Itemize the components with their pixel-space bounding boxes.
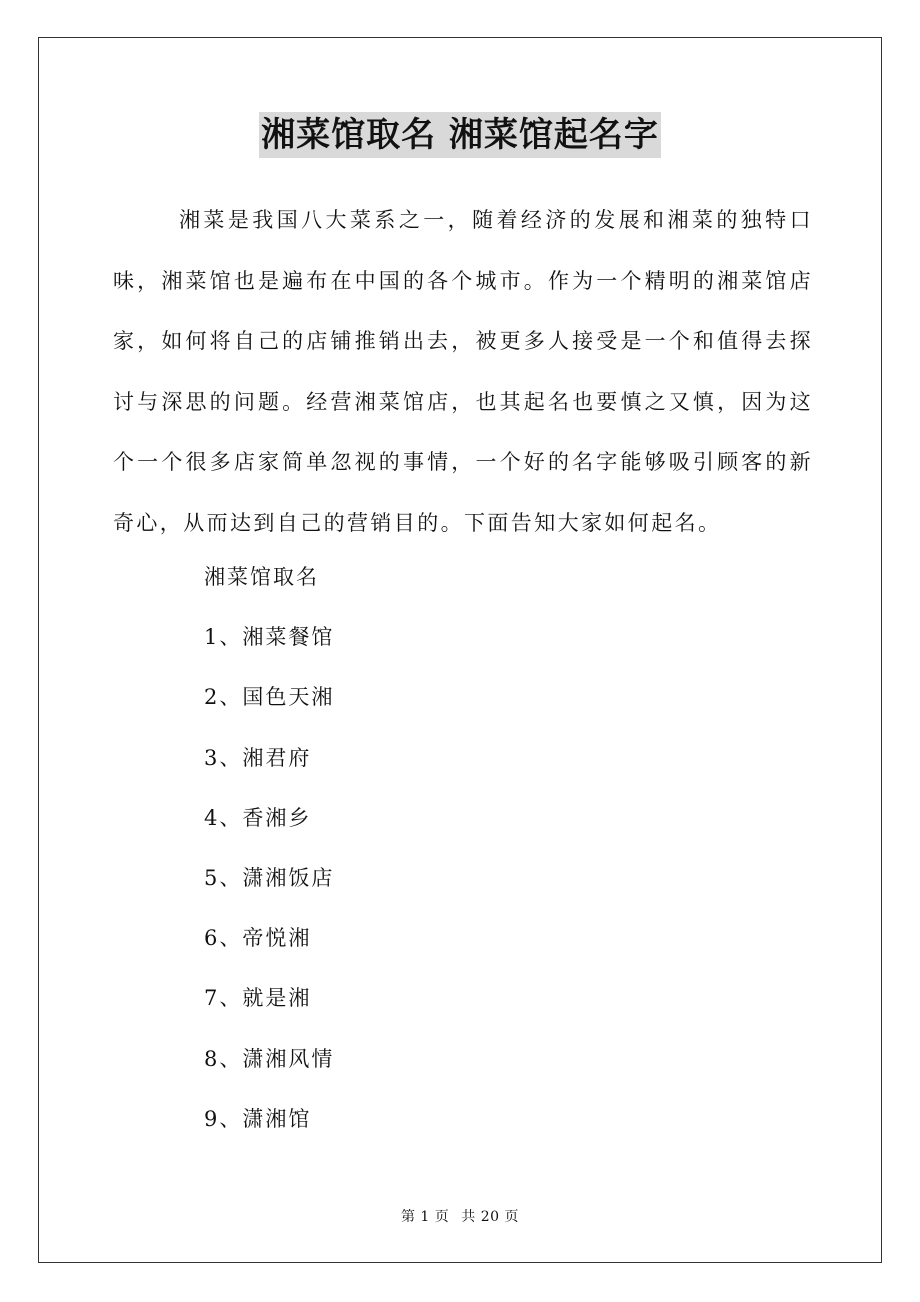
list-item: 6、帝悦湘 bbox=[204, 926, 312, 951]
section-heading: 湘菜馆取名 bbox=[204, 565, 319, 589]
name-list bbox=[204, 558, 334, 1160]
list-item: 1、湘菜餐馆 bbox=[204, 625, 335, 650]
list-item: 5、潇湘饭店 bbox=[204, 865, 335, 890]
page-footer bbox=[0, 1206, 920, 1226]
page-total: 共 20 页 bbox=[461, 1209, 520, 1225]
intro-paragraph: 湘菜是我国八大菜系之一，随着经济的发展和湘菜的独特口味，湘菜馆也是遍布在中国的各个城市。作为一个精明的湘菜馆店家，如何将自己的店铺推销出去，被更多人接受是一个和值得去探讨与深思的问题。经营湘菜馆店，也其起名也要慎之又慎，因为这个一个很多店家简单忽视的事情，一个好的名字能够吸引顾客的新奇心，从而达到自己的营销目的。下面告知大家如何起名。 bbox=[113, 208, 813, 535]
title-container bbox=[0, 112, 920, 158]
list-item: 9、潇湘馆 bbox=[204, 1106, 312, 1131]
document-title: 湘菜馆取名 湘菜馆起名字 bbox=[259, 112, 661, 158]
list-item: 4、香湘乡 bbox=[204, 805, 312, 830]
page-number: 第 1 页 bbox=[400, 1209, 450, 1225]
list-item: 8、潇湘风情 bbox=[204, 1046, 335, 1071]
list-item: 7、就是湘 bbox=[204, 986, 312, 1011]
list-item: 3、湘君府 bbox=[204, 745, 312, 770]
list-item: 2、国色天湘 bbox=[204, 685, 335, 710]
